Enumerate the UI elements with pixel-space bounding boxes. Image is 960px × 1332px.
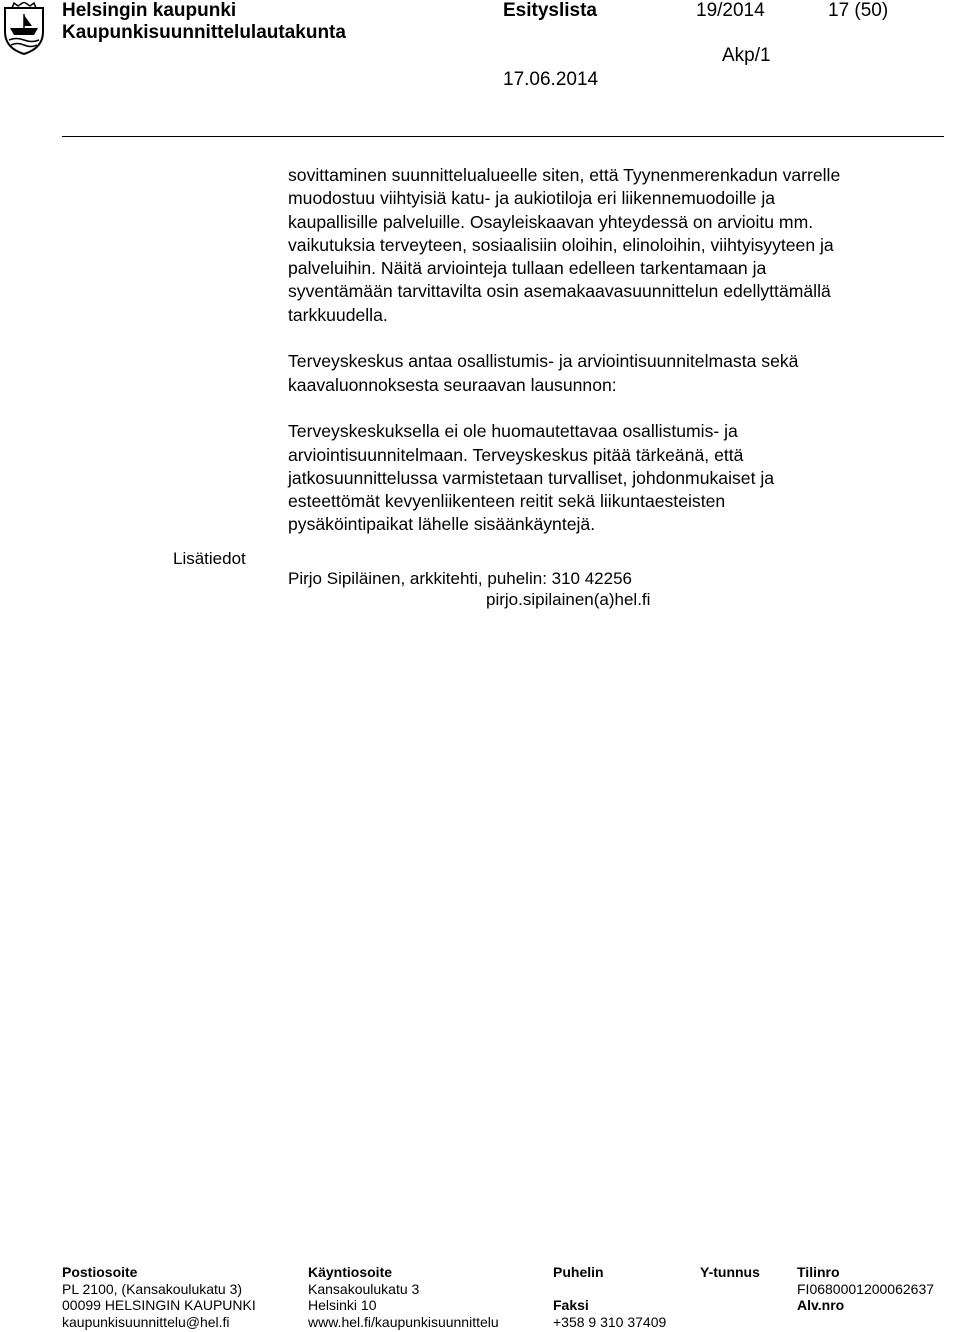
- fax-number: +358 9 310 37409: [553, 1313, 667, 1330]
- footer-line: 00099 HELSINGIN KAUPUNKI: [62, 1297, 256, 1313]
- footer-line: Helsinki 10: [308, 1297, 377, 1313]
- footer-phone: [553, 1264, 666, 1330]
- vat-label: Alv.nro: [797, 1297, 845, 1313]
- text-line: jatkosuunnittelussa varmistetaan turvalliset, johdonmukaiset ja: [288, 467, 775, 488]
- footer-line: [553, 1281, 666, 1298]
- additional-info-label: Lisätiedot: [173, 549, 246, 568]
- text-line: syventämään tarvittavilta osin asemakaavasuunnittelun edellyttämällä: [288, 281, 831, 302]
- page-number: 17 (50): [828, 0, 889, 21]
- text-line: Terveyskeskuksella ei ole huomautettavaa osallistumis- ja: [288, 421, 738, 442]
- document-number: 19/2014: [696, 0, 765, 21]
- contact-email[interactable]: pirjo.sipilainen(a)hel.fi: [486, 590, 651, 609]
- paragraph: [288, 350, 948, 397]
- board-name: Kaupunkisuunnittelulautakunta: [62, 22, 346, 43]
- body-text: [288, 164, 948, 537]
- item-code: Akp/1: [722, 45, 771, 66]
- text-line: muodostuu viihtyisiä katu- ja aukiotiloja eri liikennemuodoille ja: [288, 188, 776, 209]
- paragraph: [288, 164, 948, 327]
- paragraph: [288, 420, 948, 536]
- footer-heading: Puhelin: [553, 1264, 604, 1280]
- text-line: arviointisuunnitelmaan. Terveyskeskus pitää tärkeänä, että: [288, 444, 744, 465]
- footer-website[interactable]: www.hel.fi/kaupunkisuunnittelu: [308, 1313, 499, 1330]
- meeting-date: 17.06.2014: [503, 69, 599, 90]
- footer-heading: Tilinro: [797, 1264, 840, 1280]
- text-line: kaupallisille palveluille. Osayleiskaavan yhteydessä on arvioitu mm.: [288, 211, 814, 232]
- footer-postal-address: [62, 1264, 256, 1330]
- footer-business-id: [700, 1264, 760, 1281]
- organization-name: Helsingin kaupunki: [62, 0, 237, 21]
- footer-email[interactable]: kaupunkisuunnittelu@hel.fi: [62, 1313, 230, 1330]
- document-type: Esityslista: [503, 0, 597, 21]
- footer-account: [797, 1264, 934, 1314]
- fax-label: Faksi: [553, 1297, 589, 1313]
- text-line: Terveyskeskus antaa osallistumis- ja arviointisuunnitelmasta sekä: [288, 351, 799, 372]
- footer-visiting-address: [308, 1264, 499, 1330]
- account-number: FI0680001200062637: [797, 1280, 935, 1297]
- header-divider: [62, 136, 944, 137]
- footer-heading: Käyntiosoite: [308, 1264, 393, 1280]
- footer-line: Kansakoulukatu 3: [308, 1280, 420, 1297]
- text-line: pysäköintipaikat lähelle sisäänkäyntejä.: [288, 514, 596, 535]
- footer-heading: Y-tunnus: [700, 1264, 760, 1280]
- contact-person: Pirjo Sipiläinen, arkkitehti, puhelin: 310 42256: [288, 569, 633, 588]
- text-line: palveluihin. Näitä arviointeja tullaan edelleen tarkentamaan ja: [288, 258, 767, 279]
- text-line: vaikutuksia terveyteen, sosiaalisiin oloihin, elinoloihin, viihtyisyyteen ja: [288, 234, 834, 255]
- footer-line: PL 2100, (Kansakoulukatu 3): [62, 1280, 243, 1297]
- helsinki-crest-icon: [2, 2, 46, 56]
- footer-heading: Postiosoite: [62, 1264, 138, 1280]
- text-line: esteettömät kevyenliikenteen reitit sekä liikuntaesteisten: [288, 491, 726, 512]
- text-line: tarkkuudella.: [288, 304, 388, 325]
- text-line: sovittaminen suunnittelualueelle siten, että Tyynenmerenkadun varrelle: [288, 165, 841, 185]
- text-line: kaavaluonnoksesta seuraavan lausunnon:: [288, 374, 617, 395]
